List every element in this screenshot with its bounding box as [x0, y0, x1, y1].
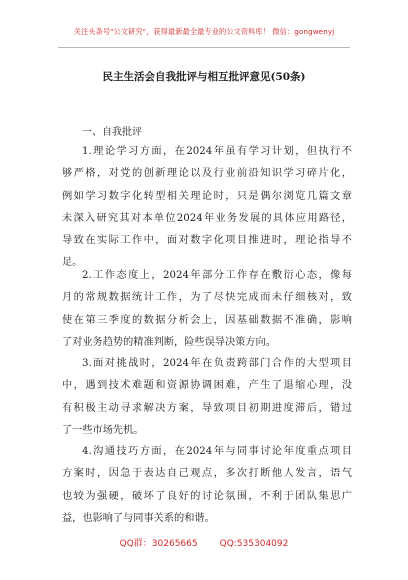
paragraph-line: 益，也影响了与同事关系的和谐。 — [62, 512, 215, 524]
footer-qq-group: QQ群：30265665 — [119, 539, 198, 549]
footer-contact — [0, 536, 408, 549]
paragraph-line: 有积极主动寻求解决方案，导致项目初期进度滞后，错过 — [62, 402, 352, 414]
section-heading-self-criticism: 一、自我批评 — [82, 127, 142, 138]
paragraph-line: 1.理论学习方面，在2024年虽有学习计划，但执行不 — [82, 146, 352, 157]
header-banner: 关注头条号"公文研究"，获得最新最全最专业的公文资料库！ 微信：gongwenyj — [73, 27, 335, 36]
paragraph-line: 月的常规数据统计工作，为了尽快完成而未仔细核对，致 — [62, 292, 352, 304]
paragraph-line: 方案时，因急于表达自己观点，多次打断他人发言，语气 — [62, 468, 352, 480]
paragraph-line: 2.工作态度上，2024年部分工作存在敷衍心态，像每 — [82, 270, 352, 281]
paragraph-line: 足。 — [62, 257, 83, 269]
paragraph-4 — [62, 441, 352, 530]
document-title: 民主生活会自我批评与相互批评意见(50条) — [102, 71, 306, 83]
paragraph-line: 3.面对挑战时，2024年在负责跨部门合作的大型项目 — [82, 358, 352, 369]
paragraph-line: 例如学习数字化转型相关理论时，只是偶尔浏览几篇文章 — [62, 190, 352, 202]
paragraph-line: 导致在实际工作中，面对数字化项目推进时，理论指导不 — [62, 235, 352, 247]
paragraph-line: 够严格，对党的创新理论以及行业前沿知识学习碎片化， — [62, 168, 352, 180]
paragraph-line: 了对业务趋势的精准判断，险些误导决策方向。 — [62, 336, 276, 348]
header-divider — [58, 47, 350, 48]
paragraph-3 — [62, 353, 352, 442]
footer-qq-number: QQ:535304092 — [219, 539, 289, 549]
paragraph-line: 4.沟通技巧方面，在2024年与同事讨论年度重点项目 — [82, 446, 352, 457]
paragraph-line: 使在第三季度的数据分析会上，因基础数据不准确，影响 — [62, 314, 352, 326]
paragraph-line: 未深入研究其对本单位2024年业务发展的具体应用路径， — [62, 212, 352, 224]
paragraph-line: 中，遇到技术难题和资源协调困难，产生了退缩心理，没 — [62, 380, 352, 392]
paragraph-1 — [62, 141, 352, 275]
paragraph-line: 也较为强硬，破坏了良好的讨论氛围，不利于团队集思广 — [62, 490, 352, 502]
paragraph-2 — [62, 265, 352, 354]
paragraph-line: 了一些市场先机。 — [62, 424, 144, 436]
